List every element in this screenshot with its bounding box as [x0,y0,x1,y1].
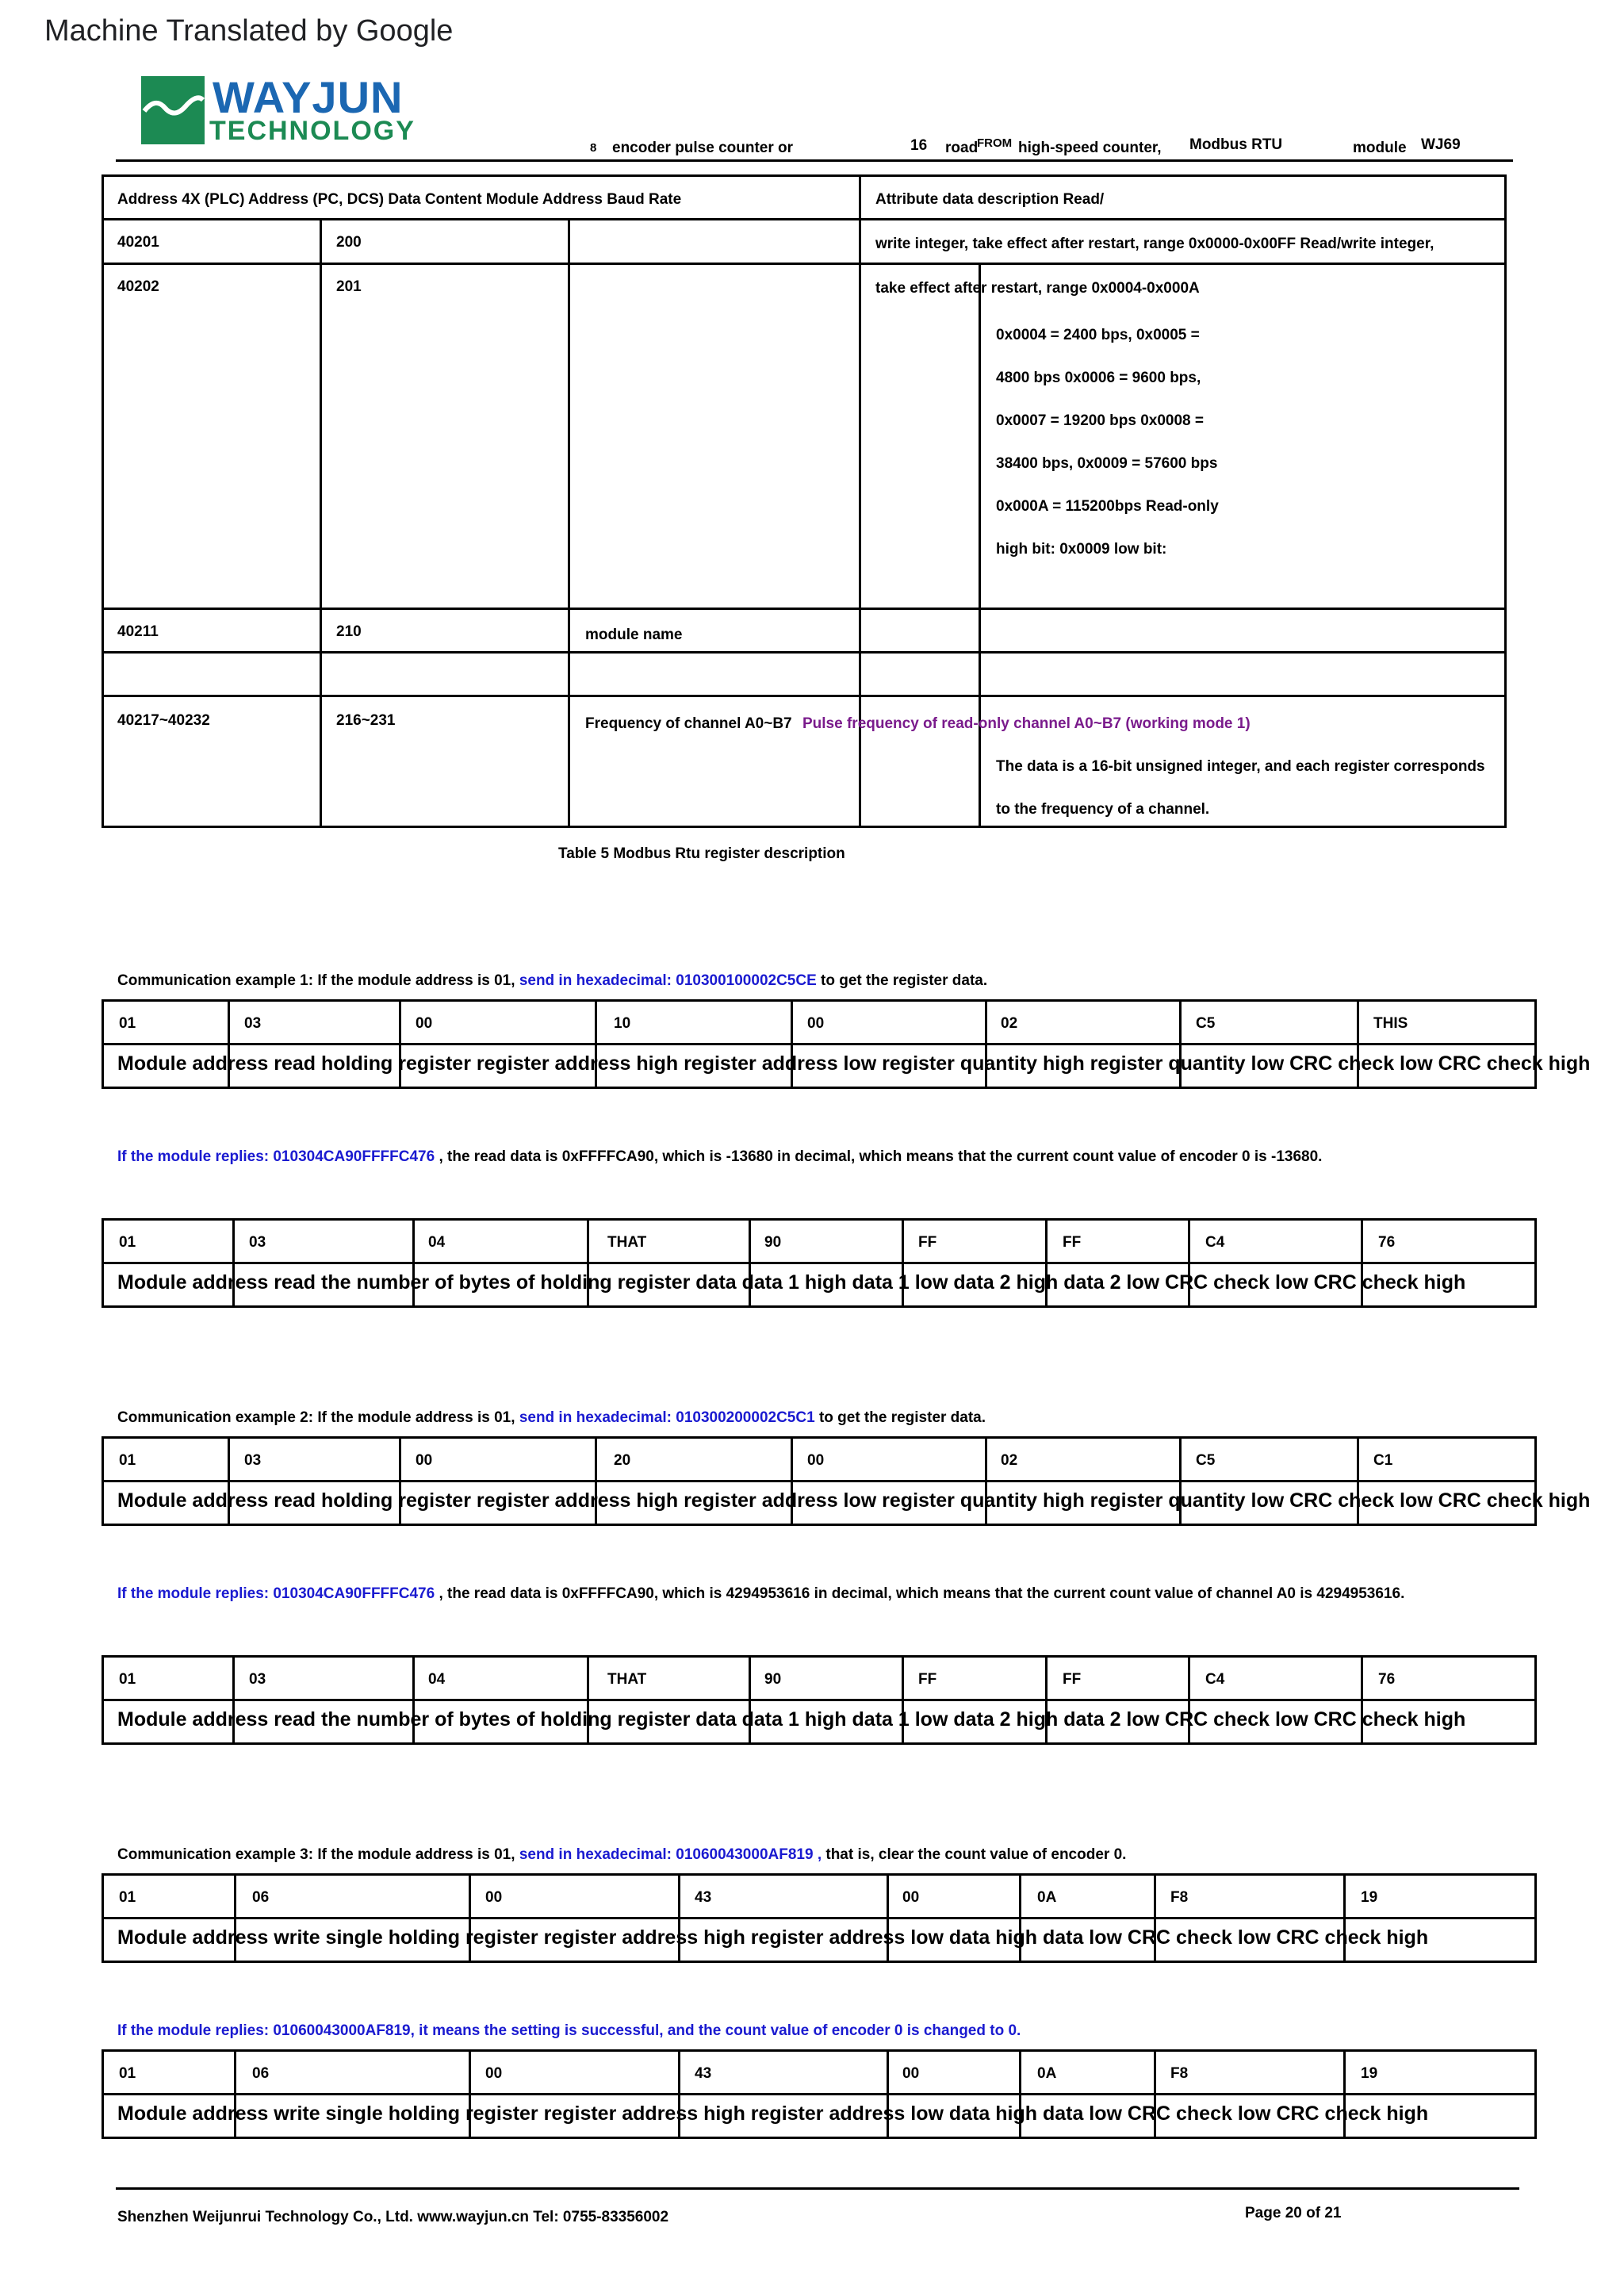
row-divider [102,263,1507,265]
col-divider [320,218,322,828]
example2-reply [117,1585,1404,1603]
byte-cell: 43 [695,2065,712,2082]
byte-cell: 19 [1361,2065,1378,2082]
example1-reply-text: , the read data is 0xFFFFCA90, which is -13680 in decimal, which means that the current count value of encoder 0 is -13680. [439,1148,1323,1165]
example2-send-hex: send in hexadecimal: 010300200002C5C1 [519,1409,815,1426]
byte-cell: 01 [119,1234,136,1251]
wayjun-logo [141,72,416,154]
byte-cell: 03 [244,1452,262,1469]
baud-line: high bit: 0x0009 low bit: [996,541,1167,558]
table-header-columns: Address 4X (PLC) Address (PC, DCS) Data Content Module Address Baud Rate [117,191,682,208]
col-divider [1361,1218,1363,1308]
col-divider [587,1655,589,1745]
col-divider [1357,1436,1359,1526]
col-divider [1343,2049,1346,2139]
example3-send-hex: send in hexadecimal: 01060043000AF819 , [519,1846,822,1863]
example2-intro [117,1409,986,1427]
col-divider [1343,1873,1346,1963]
header-encoder: encoder pulse counter or [612,140,794,156]
col-divider [469,1873,471,1963]
header-module: module [1353,140,1407,156]
header-modbus: Modbus RTU [1189,136,1283,153]
byte-cell: FF [918,1234,937,1251]
example2-reply-text: , the read data is 0xFFFFCA90, which is 4294953616 in decimal, which means that the current count value of channel A0 is 4294953616. [439,1585,1405,1602]
byte-cell: 00 [902,1889,920,1906]
footer-rule [116,2187,1519,2190]
baud-line: 0x0004 = 2400 bps, 0x0005 = [996,327,1200,343]
col-divider [1361,1655,1363,1745]
byte-cell: 02 [1001,1015,1018,1032]
col-divider [1045,1655,1048,1745]
byte-cell: C4 [1205,1671,1225,1688]
logo-wave-icon [141,95,205,119]
example1-intro-end: to get the register data. [821,972,988,989]
example1-intro [117,972,987,990]
col-divider [678,1873,680,1963]
byte-cell: THIS [1373,1015,1408,1032]
col-divider [979,263,981,828]
byte-cell: FF [918,1671,937,1688]
baud-line: 4800 bps 0x0006 = 9600 bps, [996,370,1201,386]
baud-line: 0x0007 = 19200 bps 0x0008 = [996,412,1205,429]
header-num-16: 16 [910,137,928,154]
byte-cell: FF [1063,1234,1082,1251]
col-divider [469,2049,471,2139]
byte-cell: 00 [807,1015,825,1032]
col-divider [595,1436,597,1526]
byte-cell: THAT [607,1671,647,1688]
example3-intro-text: Communication example 3: If the module address is 01, [117,1846,515,1863]
example3-intro [117,1846,1126,1864]
footer-company: Shenzhen Weijunrui Technology Co., Ltd. www.wayjun.cn Tel: 0755-83356002 [117,2209,669,2225]
byte-cell: F8 [1170,1889,1189,1906]
reply-table-divider [102,1262,1537,1264]
machine-translated-banner: Machine Translated by Google [44,14,454,48]
byte-cell: 06 [252,1889,270,1906]
byte-cell: 76 [1378,1234,1396,1251]
example2-reply-hex: If the module replies: 010304CA90FFFFC476 [117,1585,435,1602]
col-divider [887,1873,889,1963]
reply-field-descriptions: Module address read the number of bytes of holding register data data 1 high data 1 low data 2 high data 2 low CRC check low CRC check high [117,1708,1466,1731]
col-divider [902,1218,904,1308]
byte-cell: 0A [1037,1889,1057,1906]
byte-cell: 76 [1378,1671,1396,1688]
col-divider [1019,1873,1021,1963]
send-field-descriptions: Module address read holding register register address high register address low register quantity high register quantity low CRC check low CRC check high [117,1489,1591,1512]
col-divider [985,999,987,1089]
byte-cell: 43 [695,1889,712,1906]
byte-cell: 06 [252,2065,270,2082]
byte-cell: 00 [416,1015,433,1032]
byte-cell: 00 [807,1452,825,1469]
row-divider [102,608,1507,610]
byte-cell: 00 [416,1452,433,1469]
col-divider [399,1436,401,1526]
col-divider [791,1436,793,1526]
row2-description: take effect after restart, range 0x0004-0x000A [875,280,1200,297]
byte-cell: C5 [1196,1452,1216,1469]
row-divider [102,218,1507,220]
col-divider [228,999,230,1089]
byte-cell: 00 [902,2065,920,2082]
col-divider [234,2049,236,2139]
col-divider [1154,2049,1156,2139]
byte-cell: FF [1063,1671,1082,1688]
row5-pc-address: 216~231 [336,712,396,729]
col-divider [902,1655,904,1745]
col-divider [232,1218,235,1308]
reply-field-descriptions: Module address read the number of bytes of holding register data data 1 high data 1 low data 2 high data 2 low CRC check low CRC check high [117,1271,1466,1294]
byte-cell: 01 [119,2065,136,2082]
row5-plc-address: 40217~40232 [117,712,210,729]
send-field-descriptions: Module address write single holding register register address high register address low data high data low CRC check low CRC check high [117,1926,1429,1949]
example1-reply [117,1148,1322,1166]
row5-description-line2: to the frequency of a channel. [996,801,1210,818]
col-divider [399,999,401,1089]
col-divider [595,999,597,1089]
row5-description-line1: The data is a 16-bit unsigned integer, and each register corresponds [996,758,1485,775]
byte-cell: 90 [764,1234,782,1251]
reply-table-divider [102,2093,1537,2095]
col-divider [1188,1218,1190,1308]
col-divider [1357,999,1359,1089]
col-divider [587,1218,589,1308]
byte-cell: 00 [485,2065,503,2082]
byte-cell: 19 [1361,1889,1378,1906]
row1-description: write integer, take effect after restart, range 0x0000-0x00FF Read/write integer, [875,236,1434,252]
header-model: WJ69 [1421,136,1461,153]
byte-cell: C5 [1196,1015,1216,1032]
example2-intro-end: to get the register data. [818,1409,986,1426]
col-divider [228,1436,230,1526]
row3-content: module name [585,627,683,643]
example3-reply: If the module replies: 01060043000AF819, it means the setting is successful, and the count value of encoder 0 is changed to 0. [117,2022,1021,2039]
send-table-divider [102,1917,1537,1919]
example1-send-hex: send in hexadecimal: 010300100002C5CE [519,972,817,989]
byte-cell: C4 [1205,1234,1225,1251]
header-rule [116,159,1513,162]
col-divider [234,1873,236,1963]
header-num-8: 8 [590,141,597,155]
table-header-description: Attribute data description Read/ [875,191,1105,208]
col-divider [1045,1218,1048,1308]
byte-cell: C1 [1373,1452,1393,1469]
example3-intro-end: that is, clear the count value of encoder 0. [825,1846,1127,1863]
byte-cell: 90 [764,1671,782,1688]
byte-cell: 01 [119,1015,136,1032]
example2-intro-text: Communication example 2: If the module address is 01, [117,1409,515,1426]
send-table-divider [102,1480,1537,1482]
col-divider [678,2049,680,2139]
row1-pc-address: 200 [336,234,362,251]
byte-cell: 01 [119,1889,136,1906]
row-divider [102,695,1507,697]
baud-line: 0x000A = 115200bps Read-only [996,498,1219,515]
header-from: FROM [977,136,1013,150]
col-divider [791,999,793,1089]
reply-table-divider [102,1699,1537,1701]
byte-cell: 04 [428,1671,446,1688]
col-divider [985,1436,987,1526]
row5-purple-description: Pulse frequency of read-only channel A0~B7 (working mode 1) [802,715,1251,732]
send-field-descriptions: Module address read holding register register address high register address low register quantity high register quantity low CRC check low CRC check high [117,1052,1591,1075]
byte-cell: 10 [614,1015,631,1032]
row2-plc-address: 40202 [117,278,159,295]
col-divider [412,1218,415,1308]
col-divider [1154,1873,1156,1963]
byte-cell: THAT [607,1234,647,1251]
byte-cell: 01 [119,1452,136,1469]
byte-cell: 0A [1037,2065,1057,2082]
byte-cell: 20 [614,1452,631,1469]
row3-plc-address: 40211 [117,623,159,640]
row-divider [102,651,1507,654]
row2-pc-address: 201 [336,278,362,295]
col-divider [749,1655,751,1745]
byte-cell: 02 [1001,1452,1018,1469]
reply-field-descriptions: Module address write single holding register register address high register address low data high data low CRC check low CRC check high [117,2102,1429,2125]
byte-cell: 00 [485,1889,503,1906]
col-divider [568,218,570,828]
col-divider [1179,1436,1182,1526]
send-table-divider [102,1043,1537,1045]
col-divider [749,1218,751,1308]
header-road: road [945,140,979,156]
row3-pc-address: 210 [336,623,362,640]
byte-cell: 03 [249,1671,266,1688]
byte-cell: F8 [1170,2065,1189,2082]
col-divider [887,2049,889,2139]
byte-cell: 03 [249,1234,266,1251]
byte-cell: 03 [244,1015,262,1032]
byte-cell: 01 [119,1671,136,1688]
col-divider [1188,1655,1190,1745]
byte-cell: 04 [428,1234,446,1251]
example1-intro-text: Communication example 1: If the module address is 01, [117,972,515,989]
row1-plc-address: 40201 [117,234,159,251]
table-caption: Table 5 Modbus Rtu register description [558,845,845,862]
header-counter: high-speed counter, [1018,140,1162,156]
row5-content: Frequency of channel A0~B7 [585,715,792,732]
col-divider [1179,999,1182,1089]
example1-reply-hex: If the module replies: 010304CA90FFFFC476 [117,1148,435,1165]
col-divider [232,1655,235,1745]
col-divider [412,1655,415,1745]
logo-tagline: TECHNOLOGY [209,116,416,146]
col-divider [1019,2049,1021,2139]
baud-line: 38400 bps, 0x0009 = 57600 bps [996,455,1218,472]
logo-wordmark: WAYJUN [213,72,404,122]
footer-page-number: Page 20 of 21 [1245,2205,1342,2221]
